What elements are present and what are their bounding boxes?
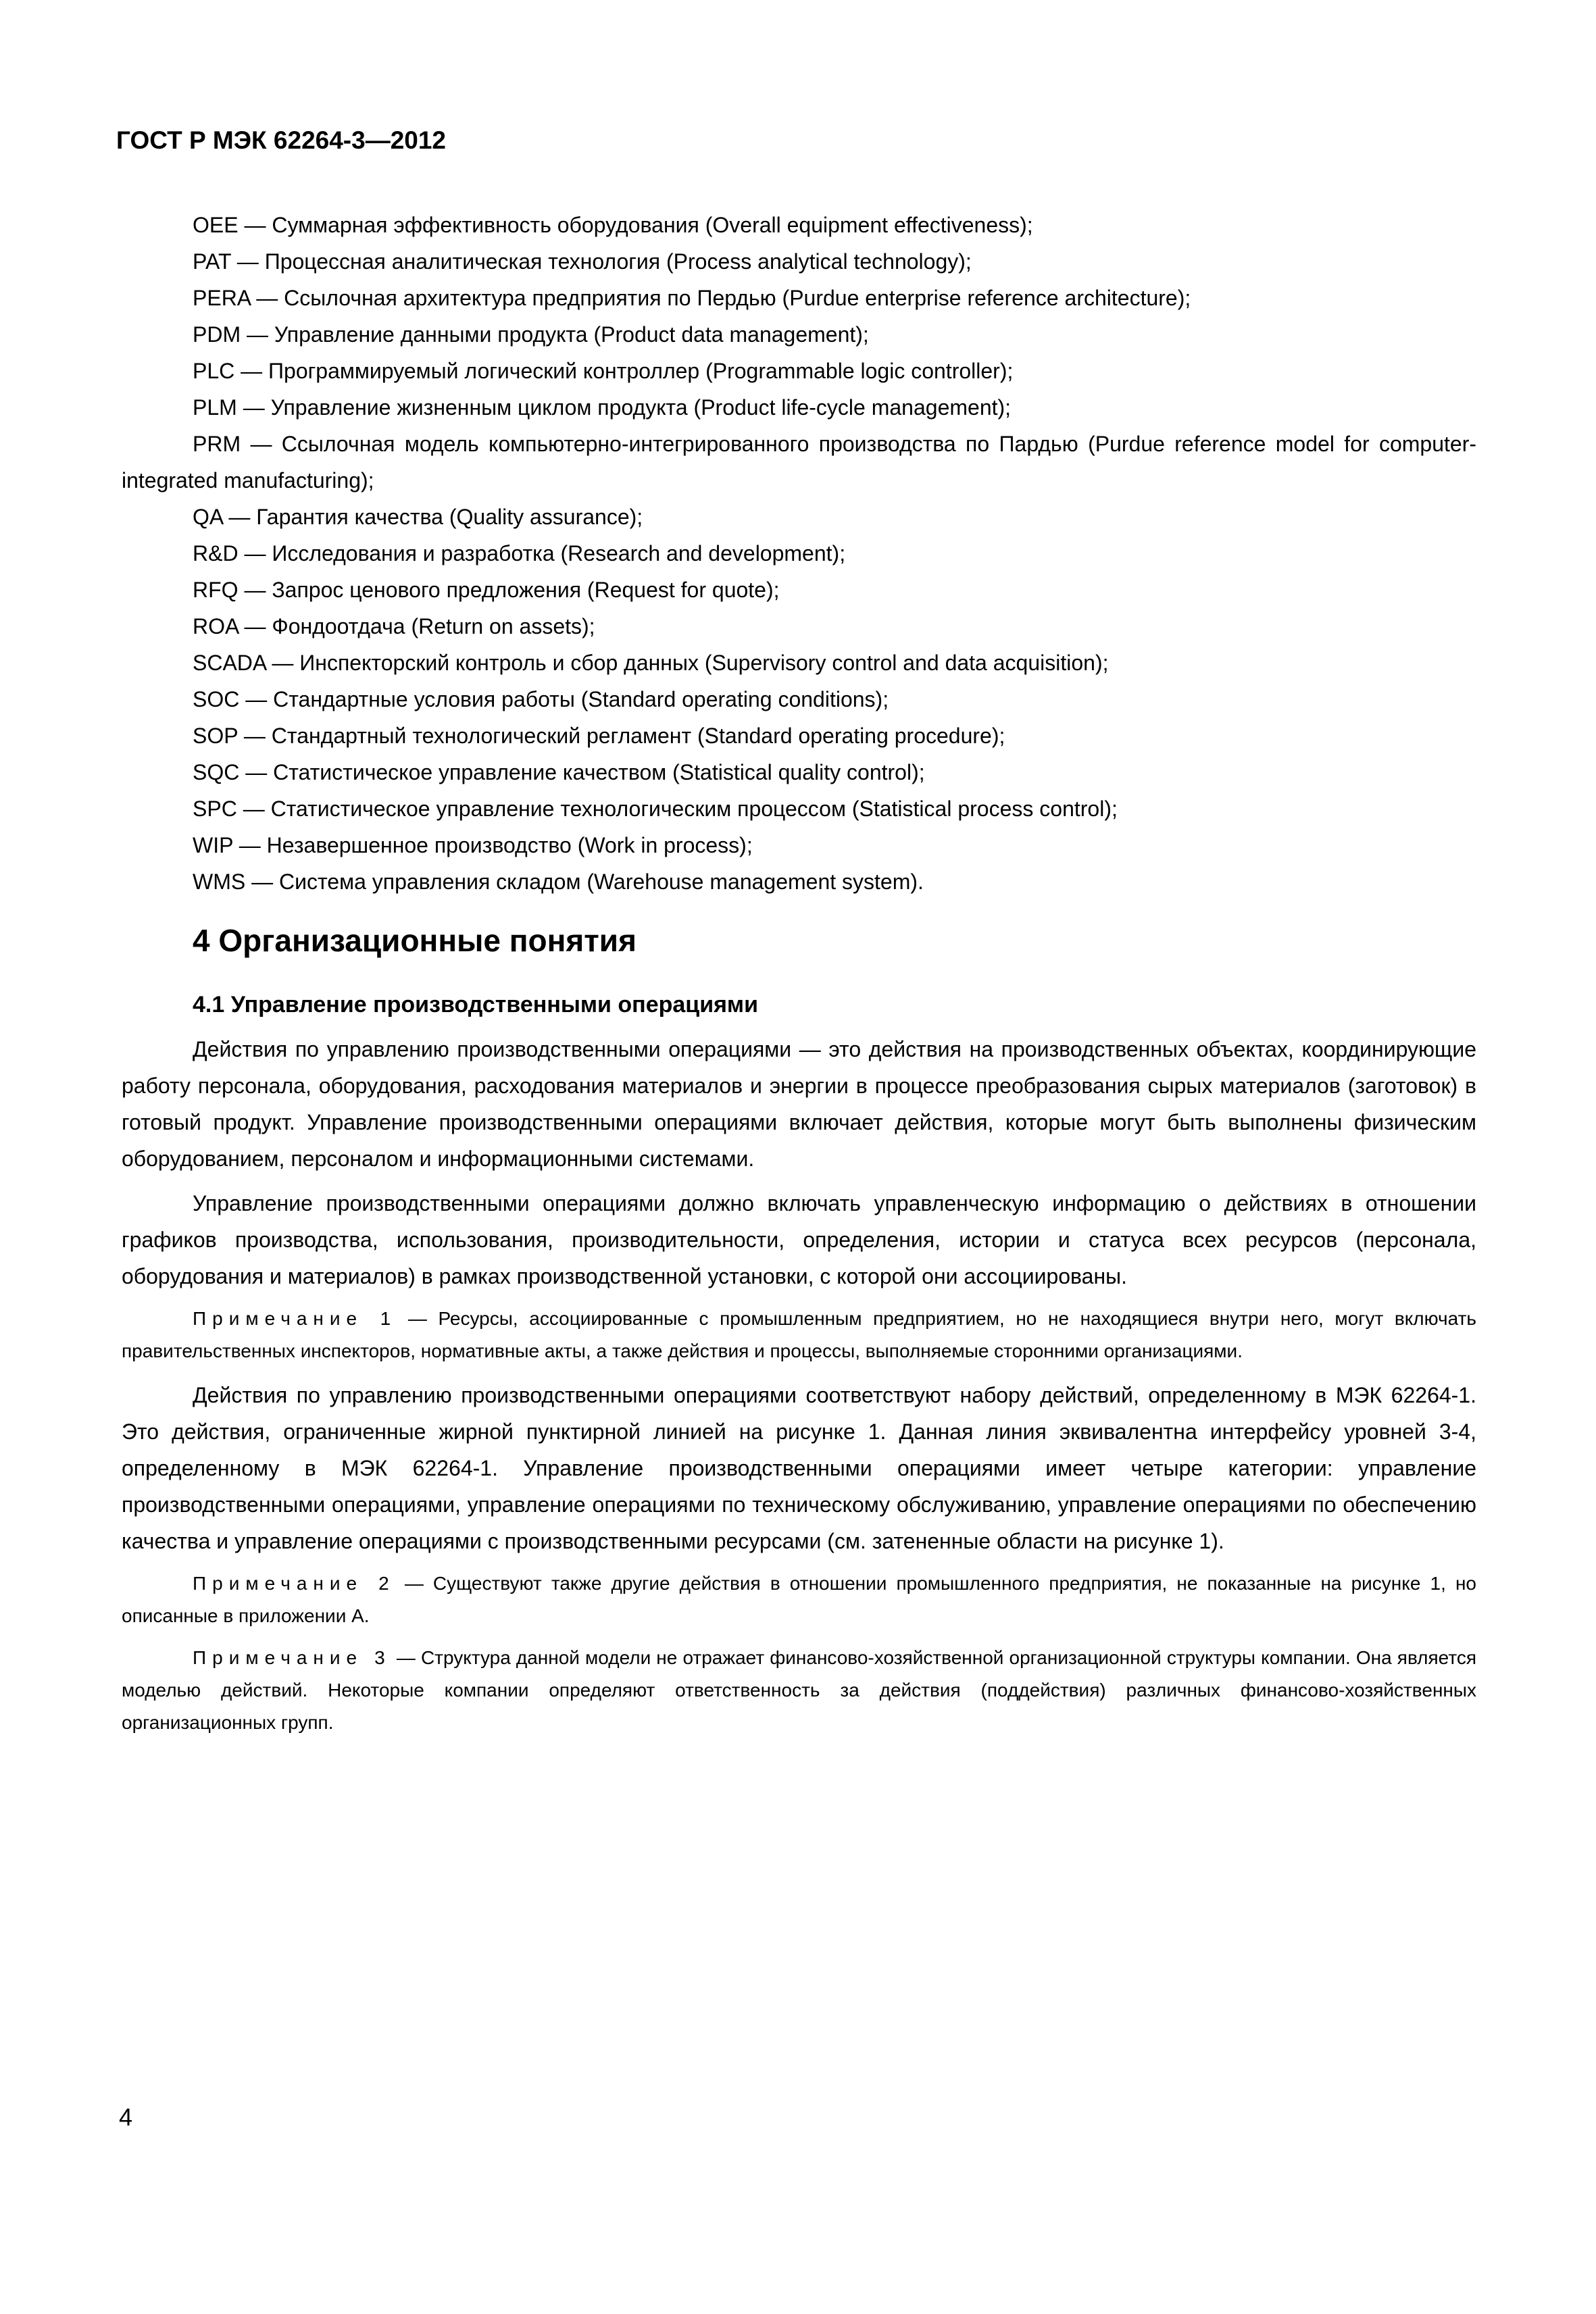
abbreviation-item: SOP — Стандартный технологический регламент (Standard operating procedure); [193, 724, 1005, 748]
abbreviation-item: PDM — Управление данными продукта (Product data management); [193, 322, 869, 347]
document-header: ГОСТ Р МЭК 62264-3—2012 [116, 126, 447, 154]
abbreviation-item: SOC — Стандартные условия работы (Standard operating conditions); [193, 687, 889, 711]
abbreviation-item: SQC — Статистическое управление качеством (Statistical quality control); [193, 760, 925, 784]
page-number: 4 [119, 2103, 133, 2131]
abbreviation-item: RFQ — Запрос ценового предложения (Request for quote); [193, 578, 780, 602]
note [122, 1642, 1476, 1739]
note-text: — Ресурсы, ассоциированные с промышленным предприятием, но не находящиеся внутри него, могут включать правительственных инспекторов, нормативные акты, а также действия и процессы, выполняемые сторонними организациями. [122, 1308, 1476, 1361]
abbreviation-item: WMS — Система управления складом (Warehouse management system). [193, 870, 924, 894]
page-content [122, 207, 1476, 1749]
subsection-title: 4.1 Управление производственными операциями [193, 992, 758, 1017]
note-label: Примечание 3 [193, 1647, 391, 1668]
abbreviation-item: QA — Гарантия качества (Quality assurance); [193, 505, 643, 529]
abbreviations-list [122, 207, 1476, 900]
abbreviation-item: WIP — Незавершенное производство (Work in process); [193, 833, 753, 857]
abbreviation-item: PLC — Программируемый логический контроллер (Programmable logic controller); [193, 359, 1014, 383]
abbreviation-item: R&D — Исследования и разработка (Research and development); [193, 541, 846, 565]
abbreviation-item: PAT — Процессная аналитическая технология (Process analytical technology); [193, 249, 972, 274]
section-title: 4 Организационные понятия [193, 923, 637, 958]
note-text: — Структура данной модели не отражает финансово-хозяйственной организационной структуры компании. Она является моделью действий. Некоторые компании определяют ответственность за действия (поддействия) различных финансово-хозяйственных организационных групп. [122, 1647, 1477, 1733]
paragraph: Управление производственными операциями должно включать управленческую информацию о действиях в отношении графиков производства, использования, производительности, определения, истории и статуса всех ресурсов (персонала, оборудования и материалов) в рамках производственной установки, с которой они ассоциированы. [122, 1191, 1476, 1288]
abbreviation-item: PERA — Ссылочная архитектура предприятия по Пердью (Purdue enterprise reference architecture); [193, 286, 1191, 310]
abbreviation-item: ROA — Фондоотдача (Return on assets); [193, 614, 595, 638]
paragraph: Действия по управлению производственными операциями — это действия на производственных объектах, координирующие работу персонала, оборудования, расходования материалов и энергии в процессе преобразования сырых материалов (заготовок) в готовый продукт. Управление производственными операциями включает действия, которые могут быть выполнены физическим оборудованием, персоналом и информационными системами. [122, 1037, 1476, 1171]
abbreviation-item: SPC — Статистическое управление технологическим процессом (Statistical process control); [193, 797, 1118, 821]
note-text: — Существуют также другие действия в отношении промышленного предприятия, не показанные на рисунке 1, но описанные в приложении А. [122, 1573, 1476, 1626]
paragraph: Действия по управлению производственными операциями соответствуют набору действий, определенному в МЭК 62264-1. Это действия, ограниченные жирной пунктирной линией на рисунке 1. Данная линия эквивалентна интерфейсу уровней 3-4, определенному в МЭК 62264-1. Управление производственными операциями имеет четыре категории: управление производственными операциями, управление операциями по техническому обслуживанию, управление операциями по обеспечению качества и управление операциями с производственными ресурсами (см. затененные области на рисунке 1). [122, 1383, 1476, 1553]
abbreviation-item: PLM — Управление жизненным циклом продукта (Product life-cycle management); [193, 395, 1012, 420]
abbreviation-item: PRM — Ссылочная модель компьютерно-интегрированного производства по Пардью (Purdue reference model for computer-integrated manufacturing); [122, 432, 1476, 493]
note-label: Примечание 1 [193, 1308, 397, 1329]
note-label: Примечание 2 [193, 1573, 395, 1594]
abbreviation-item: OEE — Суммарная эффективность оборудования (Overall equipment effectiveness); [193, 213, 1033, 237]
note [122, 1303, 1476, 1367]
note [122, 1567, 1476, 1632]
abbreviation-item: SCADA — Инспекторский контроль и сбор данных (Supervisory control and data acquisition); [193, 651, 1109, 675]
